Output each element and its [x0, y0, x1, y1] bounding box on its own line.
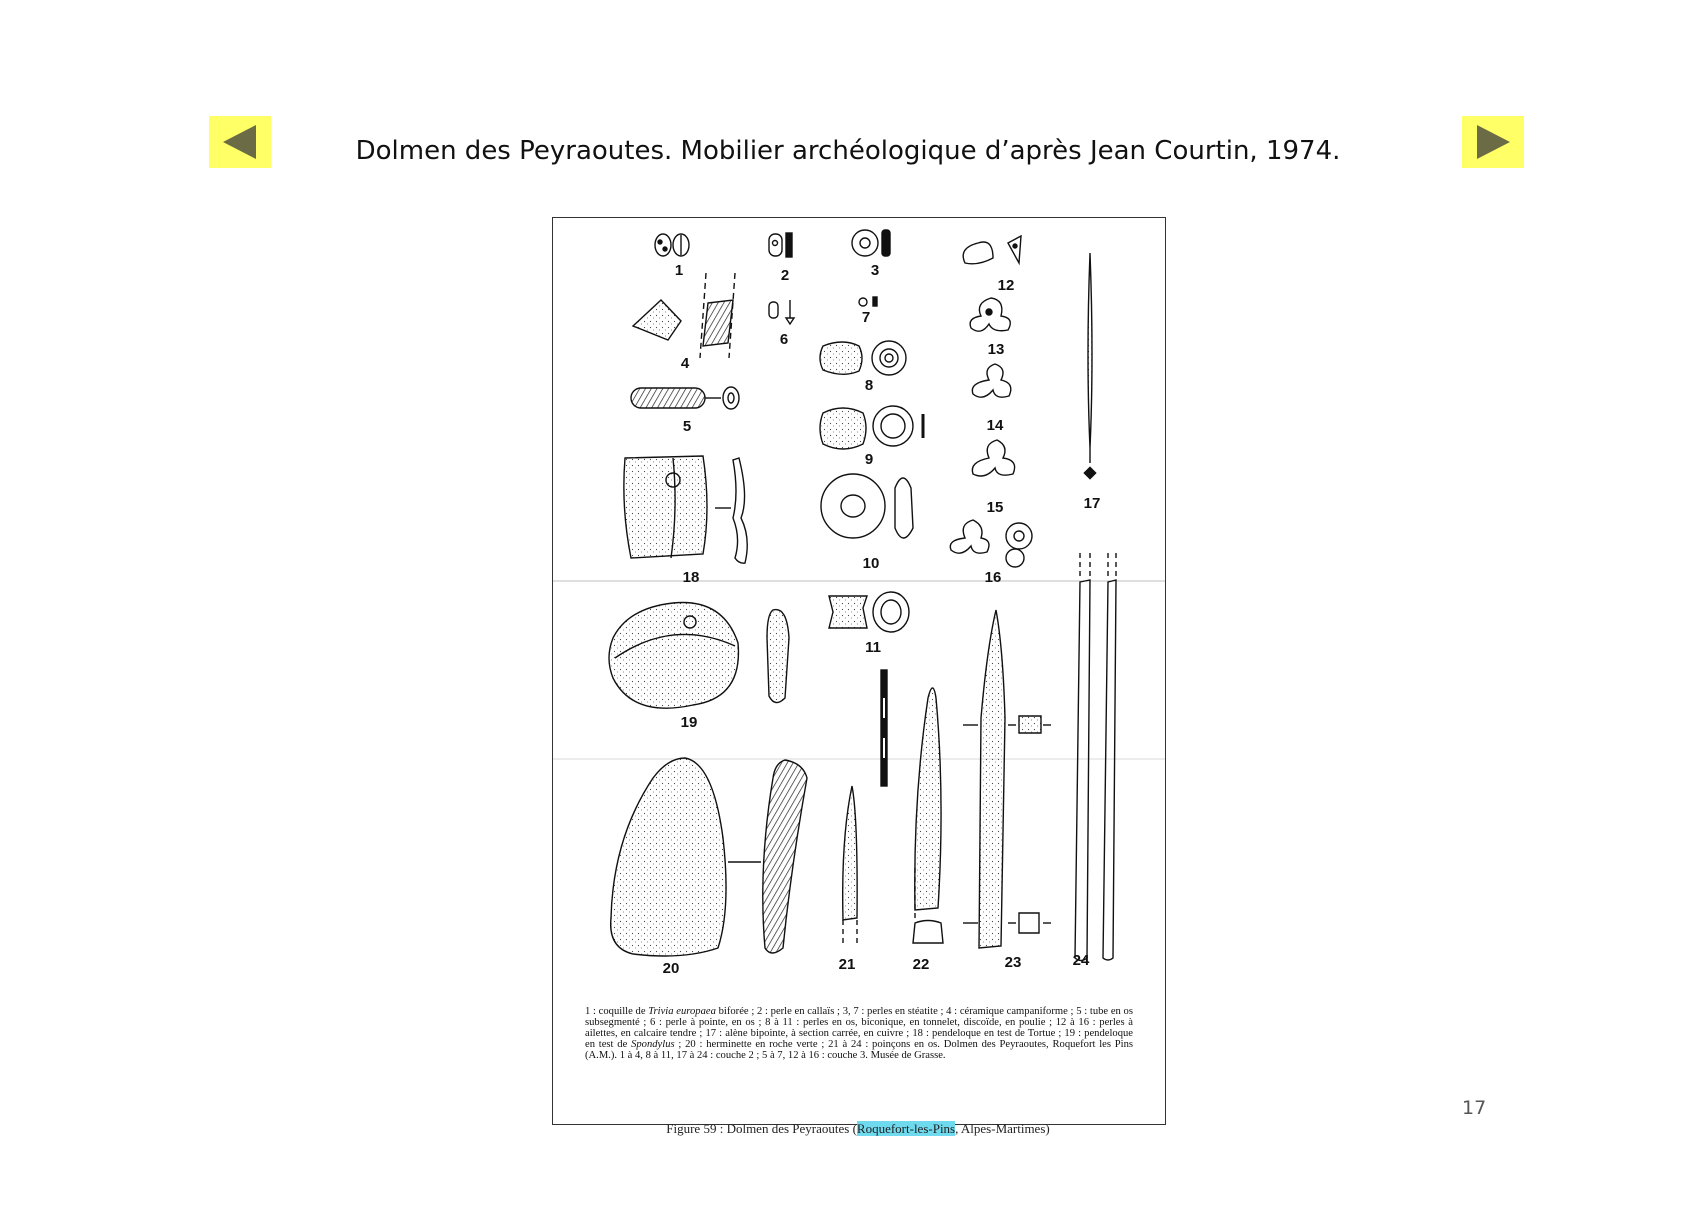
triangle-right-icon — [1473, 122, 1513, 162]
figure-label: 23 — [1004, 954, 1022, 971]
figure-label: 10 — [862, 555, 880, 572]
figure-label: 2 — [780, 267, 790, 284]
triangle-left-icon — [220, 122, 260, 162]
figure-labels — [663, 262, 1101, 977]
figure-label: 16 — [984, 569, 1002, 586]
figure-label: 22 — [912, 956, 930, 973]
plate-legend — [585, 1006, 1133, 1061]
figure-label: 19 — [680, 714, 698, 731]
archaeological-plate — [552, 217, 1166, 1125]
figure-label: 4 — [680, 355, 690, 372]
figure-label: 3 — [870, 262, 880, 279]
legend-text: biforée ; 2 : perle en callaïs ; 3, 7 : perles en stéatite ; 4 : céramique campaniforme ; 5 : tube en os subsegmenté ; 6 : perle à pointe, en os ; 8 à 11 : perles en os, biconique, en tonnelet, discoïde, en poulie ; 12 à 16 : perles à ailettes, en calcaire tendre ; 17 : alène bipointe, à section carrée, en cuivre ; 18 : pendeloque en test de Tortue ; 19 : pendeloque en test de — [585, 1006, 1133, 1050]
legend-taxon: Spondylus — [631, 1039, 675, 1050]
figure-label: 15 — [986, 499, 1004, 516]
figure-label: 12 — [997, 277, 1015, 294]
figure-label: 24 — [1072, 952, 1090, 969]
page-number: 17 — [1462, 1097, 1487, 1119]
caption-suffix: , Alpes-Martimes) — [955, 1121, 1050, 1136]
figure-label: 17 — [1083, 495, 1101, 512]
legend-taxon: Trivia europaea — [648, 1006, 716, 1017]
figure-label: 7 — [861, 309, 871, 326]
slide-title: Dolmen des Peyraoutes. Mobilier archéologique d’après Jean Courtin, 1974. — [355, 136, 1341, 166]
next-slide-button[interactable] — [1462, 116, 1524, 168]
figure-label: 8 — [864, 377, 874, 394]
figure-label: 21 — [838, 956, 856, 973]
figure-label: 5 — [682, 418, 692, 435]
figure-label: 13 — [987, 341, 1005, 358]
figure-label: 6 — [779, 331, 789, 348]
legend-text: 1 : coquille de — [585, 1006, 649, 1017]
figure-label: 11 — [865, 639, 881, 656]
figure-label: 14 — [986, 417, 1004, 434]
figure-label: 9 — [864, 451, 874, 468]
previous-slide-button[interactable] — [209, 116, 271, 168]
figure-caption — [552, 1121, 1164, 1137]
caption-highlight: Roquefort-les-Pins — [856, 1121, 956, 1136]
legend-text: ; 20 : herminette en roche verte ; 21 à 24 : poinçons en os. Dolmen des Peyraoutes, Roquefort les Pins (A.M.). 1 à 4, 8 à 11, 17 à 24 : couche 2 ; 5 à 7, 12 à 16 : couche 3. Musée de Grasse. — [585, 1039, 1134, 1061]
figure-label: 18 — [682, 569, 700, 586]
figure-label: 20 — [662, 960, 680, 977]
plate-drawings — [553, 218, 1165, 1124]
figure-label: 1 — [674, 262, 684, 279]
caption-prefix: Figure 59 : Dolmen des Peyraoutes ( — [666, 1121, 857, 1136]
